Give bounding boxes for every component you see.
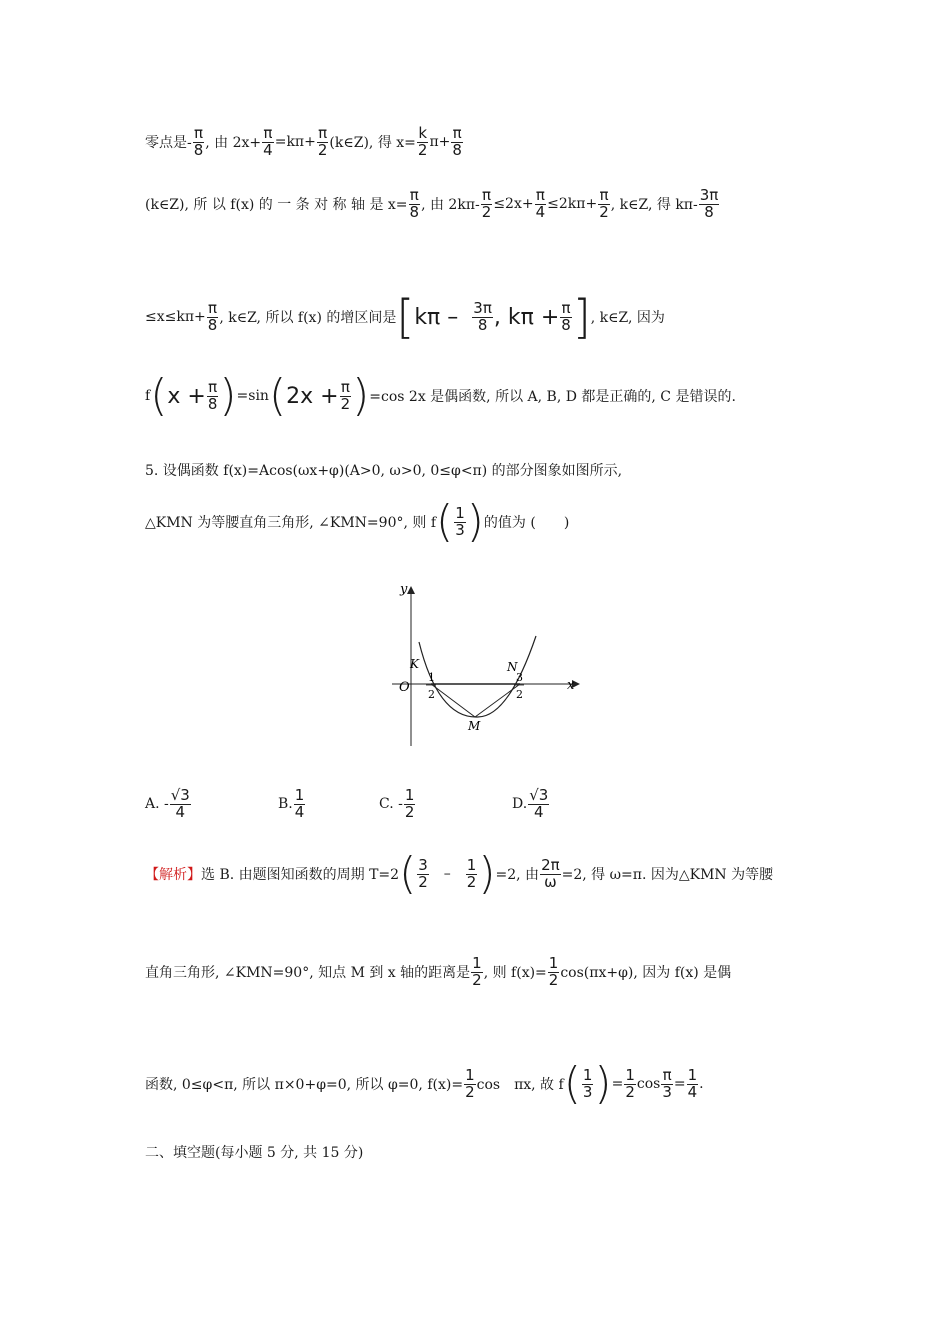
segment-KM	[431, 684, 475, 717]
segment-MN	[475, 684, 520, 717]
text: 2x +	[286, 383, 339, 409]
text: .	[699, 1076, 704, 1092]
fraction: $\frac{√3}{4}$	[170, 786, 190, 821]
text: ≤2kπ+	[547, 196, 598, 213]
left-paren: (	[150, 370, 168, 421]
right-paren: )	[466, 496, 484, 547]
question-text: △KMN 为等腰直角三角形, ∠KMN=90°, 则 f	[145, 515, 437, 531]
tick-half-den: 2	[428, 688, 435, 701]
text: , kπ +	[493, 304, 560, 330]
text: =2, 由	[495, 867, 540, 883]
text: (k∈Z), 得 x=	[329, 135, 416, 152]
text: 零点是-	[145, 135, 192, 152]
tick-threehalf-den: 2	[516, 688, 523, 701]
analysis-line-2	[145, 956, 731, 989]
fraction: $\frac{\pi}{8}$	[409, 186, 420, 221]
solution-line-3	[145, 290, 665, 344]
text: =kπ+	[274, 134, 316, 151]
fraction: $\frac{1}{2}$	[466, 855, 477, 891]
tick-threehalf-num: 3	[516, 671, 523, 684]
solution-line-4	[145, 370, 736, 421]
fraction: $\frac{1}{2}$	[472, 954, 482, 989]
text: , k∈Z, 所以 f(x) 的增区间是	[219, 310, 397, 326]
y-label: y	[400, 582, 408, 597]
fraction: $\frac{\pi}{8}$	[207, 377, 218, 413]
text: , 由 2kπ-	[421, 197, 480, 214]
fraction: $\frac{\pi}{2}$	[340, 377, 351, 413]
text: 函数, 0≤φ<π, 所以 π×0+φ=0, 所以 φ=0, f(x)=	[145, 1077, 464, 1093]
question-text: 5. 设偶函数 f(x)=Acos(ωx+φ)(A>0, ω>0, 0≤φ<π) 的部分图象如图所示,	[145, 463, 623, 479]
text: , 由 2x+	[205, 135, 262, 152]
tick-half-num: 1	[428, 671, 435, 684]
text: f	[145, 388, 151, 404]
text: , 则 f(x)=	[483, 965, 547, 982]
fraction: $\frac{1}{2}$	[548, 954, 559, 989]
left-paren: (	[268, 370, 287, 421]
option-a[interactable]: A. - $\frac{√3}{4}$	[145, 786, 190, 821]
text: 直角三角形, ∠KMN=90°, 知点 M 到 x 轴的距离是	[145, 965, 471, 982]
analysis-line-1	[145, 848, 774, 899]
option-d[interactable]: D. $\frac{√3}{4}$	[512, 786, 549, 821]
text: cos πx, 故 f	[476, 1077, 564, 1093]
right-paren: )	[478, 848, 496, 899]
section-heading: 二、填空题(每小题 5 分, 共 15 分)	[145, 1145, 364, 1161]
fraction: $\frac{\pi}{2}$	[317, 124, 328, 159]
function-graph-figure	[390, 578, 590, 753]
text: , k∈Z, 因为	[590, 310, 665, 326]
question-5-line-1	[145, 460, 622, 480]
question-5-line-2	[145, 496, 570, 547]
fraction: $\frac{3\pi}{8}$	[473, 298, 492, 334]
fraction: $\frac{1}{3}$	[582, 1065, 593, 1101]
text: cos	[636, 1076, 661, 1092]
fraction: $\frac{3\pi}{8}$	[699, 186, 719, 221]
fraction: $\frac{1}{2}$	[404, 786, 415, 821]
left-bracket: [	[396, 290, 415, 344]
point-M-label: M	[468, 719, 481, 733]
analysis-line-3	[145, 1058, 704, 1109]
right-paren: )	[219, 370, 237, 421]
fraction: $\frac{√3}{4}$	[529, 786, 549, 821]
fraction: $\frac{\pi}{2}$	[481, 186, 492, 221]
text: x +	[167, 383, 206, 409]
text: cos(πx+φ), 因为 f(x) 是偶	[560, 965, 732, 982]
analysis-tag: 【解析】	[145, 867, 201, 883]
origin-label: O	[399, 680, 410, 695]
text: (k∈Z), 所 以 f(x) 的 一 条 对 称 轴 是 x=	[145, 197, 408, 214]
solution-line-1	[145, 126, 464, 159]
question-text: 的值为 ( )	[483, 515, 570, 531]
text: ≤x≤kπ+	[145, 309, 206, 325]
text: =cos 2x 是偶函数, 所以 A, B, D 都是正确的, C 是错误的.	[369, 389, 736, 405]
fraction: $\frac{3}{2}$	[418, 855, 428, 891]
left-paren: (	[436, 496, 454, 547]
text: kπ –	[414, 304, 459, 330]
left-paren: (	[399, 848, 417, 899]
fraction: $\frac{1}{4}$	[687, 1065, 698, 1101]
fraction: $\frac{2\pi}{\omega}$	[541, 855, 560, 891]
point-N-label: N	[507, 660, 518, 674]
fraction: $\frac{\pi}{3}$	[662, 1065, 672, 1101]
fraction: $\frac{\pi}{8}$	[193, 124, 204, 159]
right-bracket: ]	[572, 290, 591, 344]
text: =2, 得 ω=π. 因为△KMN 为等腰	[561, 867, 774, 883]
fraction: $\frac{1}{2}$	[625, 1065, 635, 1101]
right-paren: )	[594, 1058, 612, 1109]
fraction: $\frac{k}{2}$	[417, 124, 428, 159]
fraction: $\frac{\pi}{8}$	[452, 124, 462, 159]
text: =	[611, 1076, 624, 1092]
y-axis-arrow	[407, 586, 415, 594]
fraction: $\frac{1}{3}$	[455, 503, 465, 539]
solution-line-2	[145, 188, 720, 221]
text: , k∈Z, 得 kπ-	[610, 197, 698, 214]
text: π+	[429, 134, 451, 151]
option-b[interactable]: B. $\frac{1}{4}$	[278, 786, 305, 821]
fraction: $\frac{\pi}{2}$	[599, 186, 609, 221]
point-K-label: K	[410, 657, 419, 671]
x-label: x	[567, 678, 575, 693]
option-c[interactable]: C. - $\frac{1}{2}$	[379, 786, 415, 821]
right-paren: )	[352, 370, 370, 421]
fraction: $\frac{\pi}{4}$	[263, 124, 273, 159]
minus-sign: –	[443, 866, 451, 882]
text: 选 B. 由题图知函数的周期 T=2	[201, 867, 400, 883]
fraction: $\frac{\pi}{8}$	[207, 298, 218, 334]
text: =	[673, 1076, 686, 1092]
text: ≤2x+	[493, 196, 534, 213]
fraction: $\frac{\pi}{4}$	[535, 186, 546, 221]
text: =sin	[236, 388, 269, 404]
fraction: $\frac{1}{2}$	[465, 1065, 475, 1101]
fraction: $\frac{\pi}{8}$	[561, 298, 571, 334]
left-paren: (	[563, 1058, 581, 1109]
fraction: $\frac{1}{4}$	[294, 786, 305, 821]
